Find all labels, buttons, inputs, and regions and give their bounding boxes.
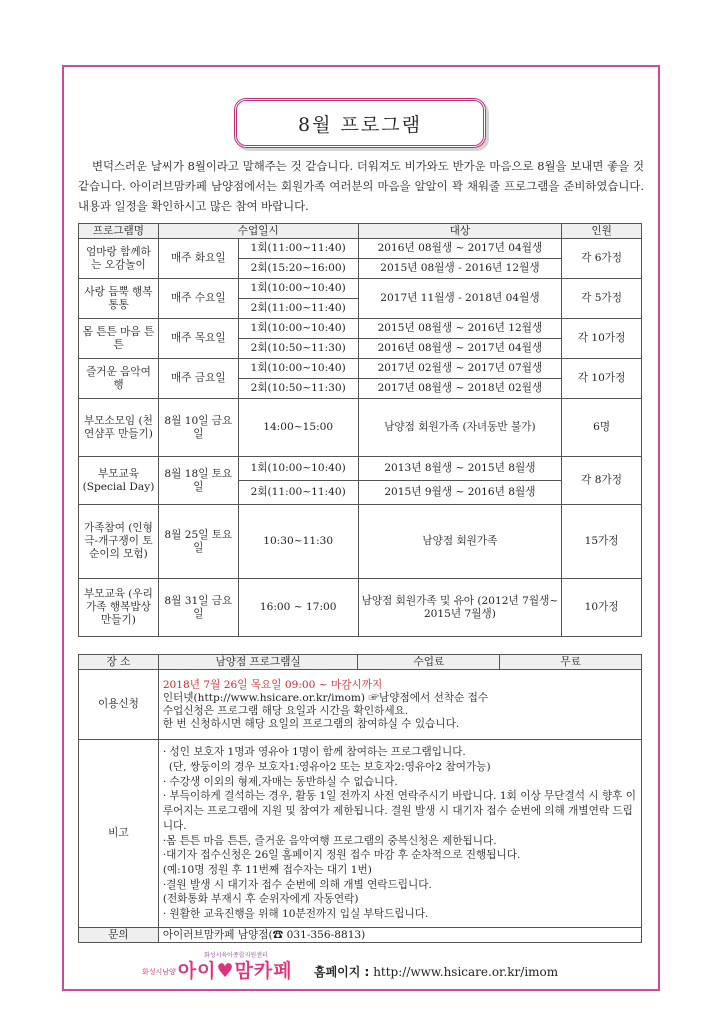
- session-time: 2회(11:00~11:40): [238, 299, 358, 319]
- session-time: 1회(10:00~10:40): [238, 359, 358, 379]
- note-item: · 수강생 이외의 형제,자매는 동반하실 수 없습니다.: [162, 775, 398, 788]
- note-item: ·몸 튼튼 마음 튼튼, 즐거운 음악여행 프로그램의 중복신청은 제한됩니다.: [162, 834, 497, 847]
- program-name: 엄마랑 함께하는 오감놀이: [79, 239, 159, 279]
- logo-prefix: 화성시남양: [142, 968, 176, 976]
- program-count: 각 5가정: [562, 279, 642, 319]
- homepage-link[interactable]: http://www.hsicare.or.kr/imom: [373, 965, 559, 979]
- session-time: 1회(10:00~10:40): [238, 457, 358, 481]
- session-target: 남양점 회원가족: [358, 505, 562, 579]
- page-title-text: 8월 프로그램: [298, 113, 422, 136]
- program-day: 매주 금요일: [158, 359, 238, 399]
- intro-text: [78, 156, 644, 216]
- program-day: 8월 25일 토요일: [158, 505, 238, 579]
- session-time: 10:30~11:30: [238, 505, 358, 579]
- session-target: 2017년 02월생 ~ 2017년 07월생: [358, 359, 562, 379]
- table-row: [79, 457, 642, 481]
- session-time: 14:00~15:00: [238, 399, 358, 457]
- program-name: 가족참여 (인형극-개구쟁이 토순이의 모험): [79, 505, 159, 579]
- session-time: 1회(10:00~10:40): [238, 319, 358, 339]
- program-day: 매주 수요일: [158, 279, 238, 319]
- session-target: 2017년 08월생 ~ 2018년 02월생: [358, 379, 562, 399]
- place-label: 장 소: [79, 655, 159, 670]
- note-item: · 원활한 교육진행을 위해 10분전까지 입실 부탁드립니다.: [162, 908, 429, 921]
- contact-label: 문의: [79, 928, 159, 943]
- program-count: 10가정: [562, 579, 642, 637]
- homepage-label: 홈페이지 :: [314, 965, 370, 979]
- notes-label: 비고: [79, 740, 159, 928]
- notes-content: [158, 740, 641, 928]
- apply-period: 2018년 7월 26일 목요일 09:00 ~ 마감시까지: [162, 678, 383, 691]
- session-target: 남양점 회원가족 (자녀동반 불가): [358, 399, 562, 457]
- contact-value: 아이러브맘카페 남양점(☎ 031-356-8813): [158, 928, 641, 943]
- program-day: 매주 목요일: [158, 319, 238, 359]
- table-row: [79, 505, 642, 579]
- program-day: 8월 18일 토요일: [158, 457, 238, 505]
- notes-row: [79, 740, 642, 928]
- program-day: 8월 31일 금요일: [158, 579, 238, 637]
- header-program: 프로그램명: [79, 224, 159, 239]
- program-table: [78, 223, 642, 637]
- program-name: 부모교육 (Special Day): [79, 457, 159, 505]
- program-name: 몸 튼튼 마음 튼튼: [79, 319, 159, 359]
- program-day: 매주 화요일: [158, 239, 238, 279]
- session-time: 2회(11:00~11:40): [238, 481, 358, 505]
- place-value: 남양점 프로그램실: [158, 655, 358, 670]
- program-count: 각 8가정: [562, 457, 642, 505]
- note-item: ·대기자 접수신청은 26일 홈페이지 정원 접수 마감 후 순차적으로 진행됩니다.: [162, 849, 521, 862]
- table-row: [79, 399, 642, 457]
- intro-paragraph: 변덕스러운 날씨가 8월이라고 말해주는 것 같습니다. 더워져도 비가와도 반가운 마음으로 8월을 보내면 좋을 것 같습니다. 아이러브맘카페 남양점에서는 회원가족 여러분의 마음을 알알이 꽉 채워줄 프로그램을 준비하였습니다. 내용과 일정을 확인하시고 많은 참여 바랍니다.: [78, 159, 644, 213]
- homepage: [314, 963, 558, 980]
- header-count: 인원: [562, 224, 642, 239]
- info-table: [78, 654, 642, 943]
- session-target: 남양점 회원가족 및 유아 (2012년 7월생~ 2015년 7월생): [358, 579, 562, 637]
- session-time: 2회(10:50~11:30): [238, 339, 358, 359]
- session-time: 2회(10:50~11:30): [238, 379, 358, 399]
- note-item: · 성인 보호자 1명과 영유아 1명이 함께 참여하는 프로그램입니다.: [162, 746, 466, 759]
- apply-content: [158, 670, 641, 740]
- fee-value: 무료: [500, 655, 642, 670]
- apply-note-1: 수업신청은 프로그램 해당 요일과 시간을 확인하세요.: [162, 704, 409, 717]
- place-row: [79, 655, 642, 670]
- session-target: 2017년 11월생 - 2018년 04월생: [358, 279, 562, 319]
- table-row: [79, 579, 642, 637]
- program-count: 6명: [562, 399, 642, 457]
- session-target: 2015년 9월생 ~ 2016년 8월생: [358, 481, 562, 505]
- note-item: · 부득이하게 결석하는 경우, 활동 1일 전까지 사전 연락주시기 바랍니다. 1회 이상 무단결석 시 향후 이루어지는 프로그램에 지원 및 참여가 제한됩니다. 결원 발생 시 대기자 접수 순번에 의해 개별연락 드립니다.: [162, 790, 637, 832]
- header-schedule: 수업일시: [158, 224, 358, 239]
- apply-row: [79, 670, 642, 740]
- session-target: 2015년 08월생 ~ 2016년 12월생: [358, 319, 562, 339]
- note-item: ·결원 발생 시 대기자 접수 순번에 의해 개별 연락드립니다.: [162, 878, 432, 891]
- apply-note-2: 한 번 신청하시면 해당 요일의 프로그램의 참여하실 수 있습니다.: [162, 717, 460, 730]
- note-item: (단, 쌍둥이의 경우 보호자1:영유아2 또는 보호자2:영유아2 참여가능): [168, 760, 491, 773]
- table-row: [79, 239, 642, 259]
- session-time: 2회(15:20~16:00): [238, 259, 358, 279]
- session-time: 1회(10:00~10:40): [238, 279, 358, 299]
- note-item: (예:10명 정원 후 11번째 접수자는 대기 1번): [162, 863, 372, 876]
- program-name: 즐거운 음악여행: [79, 359, 159, 399]
- footer: [142, 952, 612, 986]
- table-row: [79, 359, 642, 379]
- session-target: 2015년 08월생 - 2016년 12월생: [358, 259, 562, 279]
- fee-label: 수업료: [358, 655, 500, 670]
- program-name: 사랑 듬뿍 행복 통통: [79, 279, 159, 319]
- apply-method[interactable]: 인터넷(http://www.hsicare.or.kr/imom) ☞남양점에서 선착순 접수: [162, 691, 489, 704]
- table-header-row: [79, 224, 642, 239]
- cafe-logo: [142, 952, 293, 983]
- logo-brand: 아이♥맘카페: [177, 960, 293, 982]
- session-target: 2016년 08월생 ~ 2017년 04월생: [358, 339, 562, 359]
- program-count: 각 6가정: [562, 239, 642, 279]
- program-name: 부모교육 (우리가족 행복밥상 만들기): [79, 579, 159, 637]
- program-name: 부모소모임 (천연샴푸 만들기): [79, 399, 159, 457]
- program-count: 각 10가정: [562, 359, 642, 399]
- header-target: 대상: [358, 224, 562, 239]
- program-count: 각 10가정: [562, 319, 642, 359]
- page-title: [234, 98, 486, 148]
- table-row: [79, 279, 642, 299]
- contact-row: [79, 928, 642, 943]
- apply-label: 이용신청: [79, 670, 159, 740]
- table-row: [79, 319, 642, 339]
- program-count: 15가정: [562, 505, 642, 579]
- logo-org: 화성시육아종합지원센터: [204, 952, 268, 959]
- note-item: (전화통화 부재시 후 순위자에게 자동연락): [162, 893, 359, 906]
- session-time: 16:00 ~ 17:00: [238, 579, 358, 637]
- program-day: 8월 10일 금요일: [158, 399, 238, 457]
- session-time: 1회(11:00~11:40): [238, 239, 358, 259]
- session-target: 2016년 08월생 ~ 2017년 04월생: [358, 239, 562, 259]
- session-target: 2013년 8월생 ~ 2015년 8월생: [358, 457, 562, 481]
